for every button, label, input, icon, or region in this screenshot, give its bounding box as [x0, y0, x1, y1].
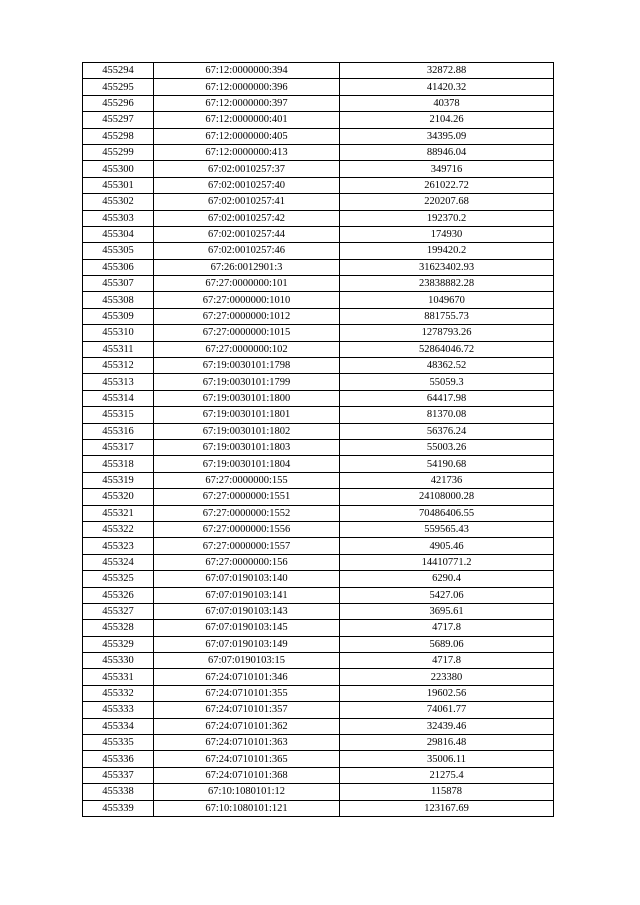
row-number-cell: 455336	[83, 751, 154, 767]
cadastral-value-cell: 52864046.72	[340, 341, 554, 357]
row-number-cell: 455311	[83, 341, 154, 357]
cadastral-value-cell: 4905.46	[340, 538, 554, 554]
row-number-cell: 455296	[83, 95, 154, 111]
cadastral-number-cell: 67:19:0030101:1799	[154, 374, 340, 390]
row-number-cell: 455316	[83, 423, 154, 439]
cadastral-value-cell: 29816.48	[340, 735, 554, 751]
cadastral-number-cell: 67:02:0010257:41	[154, 194, 340, 210]
cadastral-value-cell: 23838882.28	[340, 276, 554, 292]
cadastral-number-cell: 67:12:0000000:394	[154, 63, 340, 79]
row-number-cell: 455302	[83, 194, 154, 210]
table-row	[83, 489, 554, 505]
cadastral-number-cell: 67:12:0000000:397	[154, 95, 340, 111]
row-number-cell: 455320	[83, 489, 154, 505]
cadastral-value-cell: 55059.3	[340, 374, 554, 390]
cadastral-number-cell: 67:19:0030101:1801	[154, 407, 340, 423]
row-number-cell: 455313	[83, 374, 154, 390]
row-number-cell: 455327	[83, 603, 154, 619]
cadastral-value-cell: 64417.98	[340, 390, 554, 406]
cadastral-number-cell: 67:24:0710101:357	[154, 702, 340, 718]
table-row	[83, 79, 554, 95]
cadastral-number-cell: 67:07:0190103:145	[154, 620, 340, 636]
cadastral-value-cell: 261022.72	[340, 177, 554, 193]
table-row	[83, 439, 554, 455]
row-number-cell: 455328	[83, 620, 154, 636]
row-number-cell: 455318	[83, 456, 154, 472]
table-row	[83, 63, 554, 79]
table-row	[83, 784, 554, 800]
row-number-cell: 455306	[83, 259, 154, 275]
table-row	[83, 341, 554, 357]
row-number-cell: 455331	[83, 669, 154, 685]
table-row	[83, 128, 554, 144]
cadastral-value-cell: 34395.09	[340, 128, 554, 144]
table-row	[83, 194, 554, 210]
cadastral-number-cell: 67:27:0000000:1552	[154, 505, 340, 521]
table-row	[83, 571, 554, 587]
cadastral-value-cell: 24108000.28	[340, 489, 554, 505]
row-number-cell: 455338	[83, 784, 154, 800]
table-row	[83, 587, 554, 603]
row-number-cell: 455319	[83, 472, 154, 488]
cadastral-value-cell: 881755.73	[340, 308, 554, 324]
cadastral-number-cell: 67:27:0000000:1557	[154, 538, 340, 554]
cadastral-value-table	[82, 62, 554, 817]
table-row	[83, 226, 554, 242]
document-page	[82, 62, 553, 817]
row-number-cell: 455299	[83, 144, 154, 160]
cadastral-number-cell: 67:27:0000000:1010	[154, 292, 340, 308]
table-row	[83, 308, 554, 324]
table-row	[83, 358, 554, 374]
cadastral-number-cell: 67:27:0000000:156	[154, 554, 340, 570]
row-number-cell: 455317	[83, 439, 154, 455]
table-row	[83, 751, 554, 767]
cadastral-number-cell: 67:19:0030101:1798	[154, 358, 340, 374]
row-number-cell: 455333	[83, 702, 154, 718]
cadastral-number-cell: 67:10:1080101:121	[154, 800, 340, 816]
table-row	[83, 472, 554, 488]
cadastral-number-cell: 67:19:0030101:1800	[154, 390, 340, 406]
row-number-cell: 455325	[83, 571, 154, 587]
table-row	[83, 423, 554, 439]
cadastral-number-cell: 67:27:0000000:102	[154, 341, 340, 357]
cadastral-value-cell: 174930	[340, 226, 554, 242]
cadastral-value-cell: 223380	[340, 669, 554, 685]
table-row	[83, 636, 554, 652]
row-number-cell: 455303	[83, 210, 154, 226]
cadastral-number-cell: 67:12:0000000:413	[154, 144, 340, 160]
table-row	[83, 505, 554, 521]
cadastral-number-cell: 67:24:0710101:355	[154, 685, 340, 701]
cadastral-value-cell: 5689.06	[340, 636, 554, 652]
cadastral-number-cell: 67:07:0190103:140	[154, 571, 340, 587]
cadastral-number-cell: 67:27:0000000:1551	[154, 489, 340, 505]
cadastral-number-cell: 67:27:0000000:101	[154, 276, 340, 292]
cadastral-value-cell: 35006.11	[340, 751, 554, 767]
cadastral-value-cell: 559565.43	[340, 521, 554, 537]
table-row	[83, 144, 554, 160]
row-number-cell: 455308	[83, 292, 154, 308]
table-row	[83, 390, 554, 406]
cadastral-number-cell: 67:27:0000000:1556	[154, 521, 340, 537]
table-row	[83, 325, 554, 341]
row-number-cell: 455321	[83, 505, 154, 521]
table-row	[83, 620, 554, 636]
table-row	[83, 177, 554, 193]
cadastral-number-cell: 67:24:0710101:363	[154, 735, 340, 751]
row-number-cell: 455326	[83, 587, 154, 603]
table-row	[83, 554, 554, 570]
row-number-cell: 455300	[83, 161, 154, 177]
cadastral-value-cell: 192370.2	[340, 210, 554, 226]
row-number-cell: 455323	[83, 538, 154, 554]
table-row	[83, 95, 554, 111]
cadastral-value-cell: 220207.68	[340, 194, 554, 210]
row-number-cell: 455329	[83, 636, 154, 652]
cadastral-number-cell: 67:12:0000000:401	[154, 112, 340, 128]
row-number-cell: 455309	[83, 308, 154, 324]
table-row	[83, 669, 554, 685]
cadastral-number-cell: 67:24:0710101:362	[154, 718, 340, 734]
cadastral-value-cell: 32439.46	[340, 718, 554, 734]
cadastral-value-cell: 421736	[340, 472, 554, 488]
table-row	[83, 521, 554, 537]
cadastral-value-cell: 199420.2	[340, 243, 554, 259]
table-row	[83, 407, 554, 423]
row-number-cell: 455324	[83, 554, 154, 570]
row-number-cell: 455301	[83, 177, 154, 193]
cadastral-number-cell: 67:07:0190103:15	[154, 653, 340, 669]
cadastral-number-cell: 67:19:0030101:1804	[154, 456, 340, 472]
table-row	[83, 767, 554, 783]
cadastral-number-cell: 67:27:0000000:1012	[154, 308, 340, 324]
cadastral-number-cell: 67:19:0030101:1802	[154, 423, 340, 439]
cadastral-number-cell: 67:27:0000000:1015	[154, 325, 340, 341]
cadastral-number-cell: 67:24:0710101:346	[154, 669, 340, 685]
cadastral-value-cell: 349716	[340, 161, 554, 177]
cadastral-value-cell: 54190.68	[340, 456, 554, 472]
row-number-cell: 455334	[83, 718, 154, 734]
table-row	[83, 292, 554, 308]
row-number-cell: 455310	[83, 325, 154, 341]
cadastral-number-cell: 67:07:0190103:149	[154, 636, 340, 652]
cadastral-number-cell: 67:07:0190103:141	[154, 587, 340, 603]
cadastral-number-cell: 67:19:0030101:1803	[154, 439, 340, 455]
cadastral-value-cell: 1049670	[340, 292, 554, 308]
cadastral-number-cell: 67:26:0012901:3	[154, 259, 340, 275]
cadastral-value-cell: 48362.52	[340, 358, 554, 374]
row-number-cell: 455295	[83, 79, 154, 95]
table-row	[83, 685, 554, 701]
table-row	[83, 735, 554, 751]
cadastral-value-cell: 74061.77	[340, 702, 554, 718]
row-number-cell: 455304	[83, 226, 154, 242]
cadastral-value-cell: 40378	[340, 95, 554, 111]
cadastral-value-cell: 1278793.26	[340, 325, 554, 341]
row-number-cell: 455322	[83, 521, 154, 537]
cadastral-value-cell: 88946.04	[340, 144, 554, 160]
row-number-cell: 455305	[83, 243, 154, 259]
row-number-cell: 455339	[83, 800, 154, 816]
table-row	[83, 276, 554, 292]
row-number-cell: 455337	[83, 767, 154, 783]
cadastral-number-cell: 67:02:0010257:46	[154, 243, 340, 259]
row-number-cell: 455330	[83, 653, 154, 669]
table-row	[83, 603, 554, 619]
table-row	[83, 702, 554, 718]
row-number-cell: 455312	[83, 358, 154, 374]
cadastral-number-cell: 67:10:1080101:12	[154, 784, 340, 800]
table-row	[83, 210, 554, 226]
table-row	[83, 456, 554, 472]
cadastral-value-cell: 70486406.55	[340, 505, 554, 521]
row-number-cell: 455307	[83, 276, 154, 292]
cadastral-value-cell: 3695.61	[340, 603, 554, 619]
cadastral-number-cell: 67:24:0710101:368	[154, 767, 340, 783]
table-row	[83, 112, 554, 128]
cadastral-value-cell: 6290.4	[340, 571, 554, 587]
table-row	[83, 653, 554, 669]
cadastral-value-cell: 5427.06	[340, 587, 554, 603]
cadastral-number-cell: 67:07:0190103:143	[154, 603, 340, 619]
cadastral-value-cell: 4717.8	[340, 653, 554, 669]
row-number-cell: 455315	[83, 407, 154, 423]
cadastral-number-cell: 67:12:0000000:405	[154, 128, 340, 144]
cadastral-value-cell: 123167.69	[340, 800, 554, 816]
row-number-cell: 455298	[83, 128, 154, 144]
table-row	[83, 538, 554, 554]
row-number-cell: 455314	[83, 390, 154, 406]
table-body	[83, 63, 554, 817]
cadastral-value-cell: 2104.26	[340, 112, 554, 128]
cadastral-number-cell: 67:02:0010257:44	[154, 226, 340, 242]
cadastral-value-cell: 32872.88	[340, 63, 554, 79]
cadastral-value-cell: 31623402.93	[340, 259, 554, 275]
cadastral-value-cell: 41420.32	[340, 79, 554, 95]
row-number-cell: 455297	[83, 112, 154, 128]
cadastral-value-cell: 81370.08	[340, 407, 554, 423]
row-number-cell: 455294	[83, 63, 154, 79]
row-number-cell: 455332	[83, 685, 154, 701]
table-row	[83, 374, 554, 390]
row-number-cell: 455335	[83, 735, 154, 751]
table-row	[83, 161, 554, 177]
cadastral-number-cell: 67:02:0010257:37	[154, 161, 340, 177]
cadastral-value-cell: 19602.56	[340, 685, 554, 701]
cadastral-number-cell: 67:12:0000000:396	[154, 79, 340, 95]
cadastral-value-cell: 55003.26	[340, 439, 554, 455]
table-row	[83, 243, 554, 259]
table-row	[83, 259, 554, 275]
table-row	[83, 800, 554, 816]
cadastral-value-cell: 14410771.2	[340, 554, 554, 570]
cadastral-number-cell: 67:02:0010257:42	[154, 210, 340, 226]
cadastral-number-cell: 67:02:0010257:40	[154, 177, 340, 193]
cadastral-value-cell: 21275.4	[340, 767, 554, 783]
table-row	[83, 718, 554, 734]
cadastral-value-cell: 115878	[340, 784, 554, 800]
cadastral-number-cell: 67:24:0710101:365	[154, 751, 340, 767]
cadastral-value-cell: 56376.24	[340, 423, 554, 439]
cadastral-number-cell: 67:27:0000000:155	[154, 472, 340, 488]
cadastral-value-cell: 4717.8	[340, 620, 554, 636]
